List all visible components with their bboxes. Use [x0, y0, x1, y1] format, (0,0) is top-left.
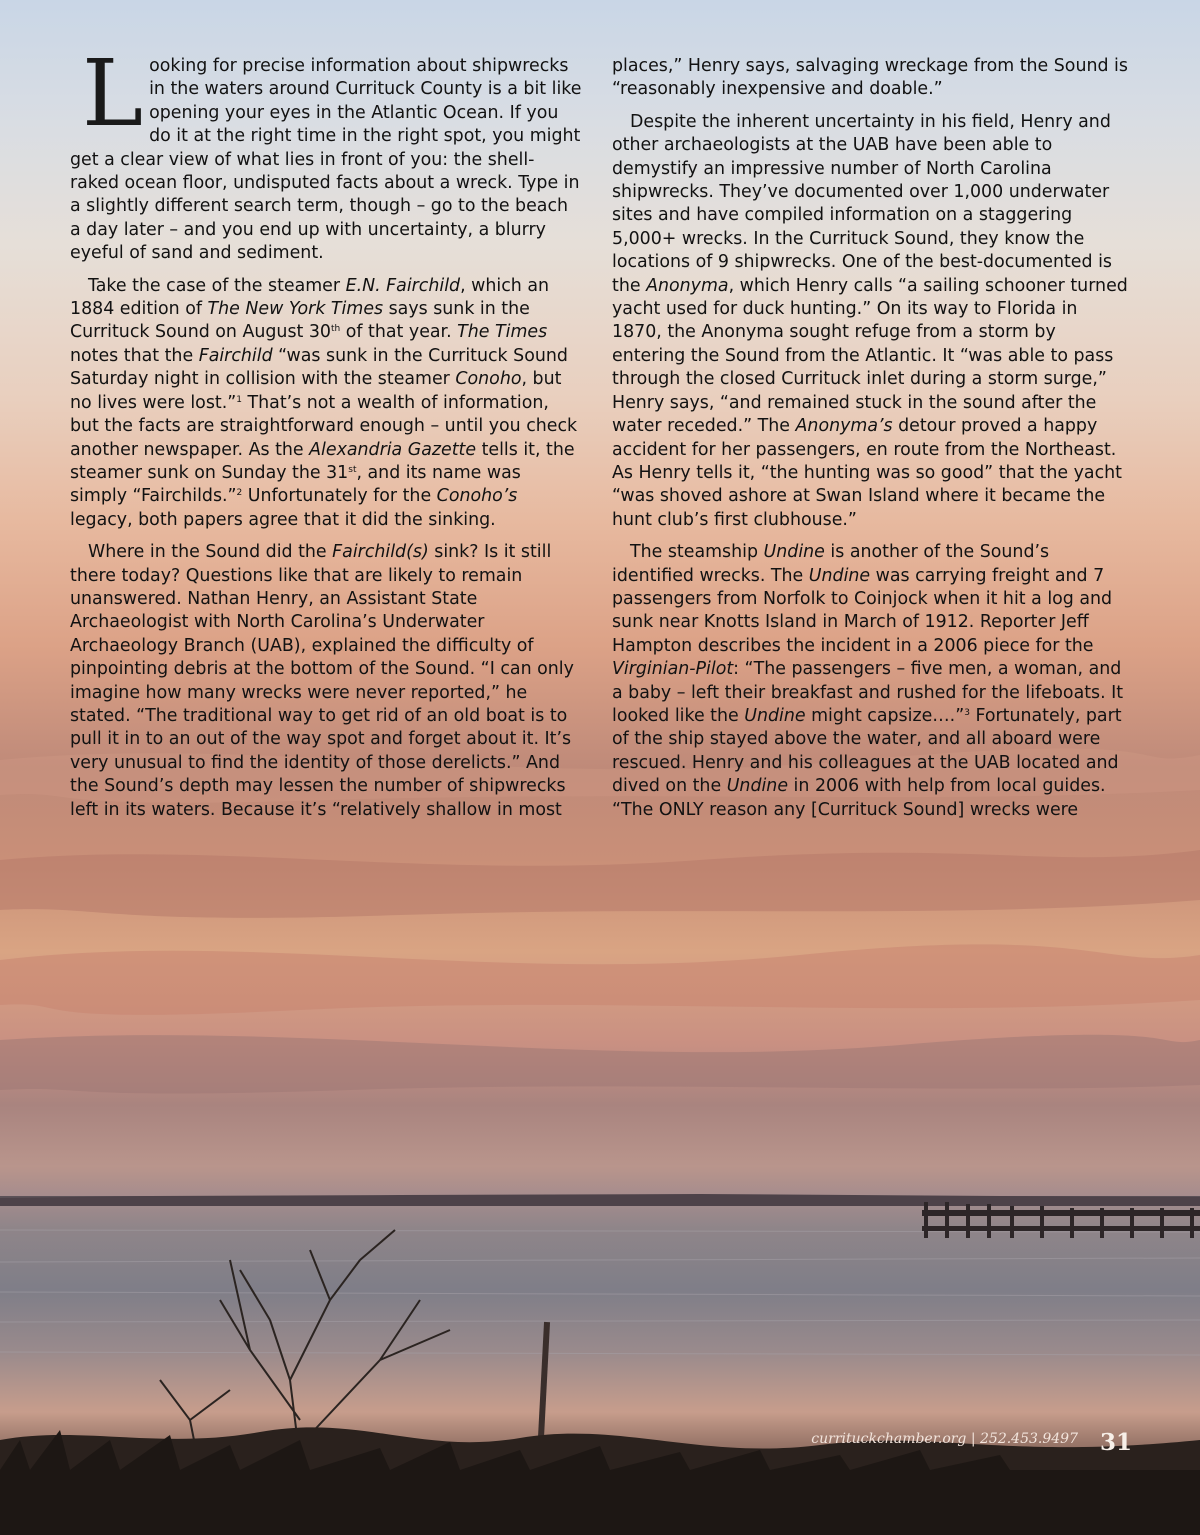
text-run: Fortunately, part of the ship stayed above the water, and all aboard were rescued. Henry and his colleagues at the UAB located and dived on the — [612, 705, 1122, 797]
post-in-water — [538, 1322, 550, 1442]
paragraph-4: places,” Henry says, salvaging wreckage from the Sound is “reasonably inexpensive and doable.” — [612, 56, 1128, 100]
text-run: of that year. — [340, 322, 458, 343]
text-run: Despite the inherent uncertainty in his field, Henry and other archaeologists at the UAB have been able to demystify an impressive number of North Carolina shipwrecks. They’ve documented over 1,000 underwater sites and have compiled information on a staggering 5,000+ wrecks. In the Currituck Sound, they know the locations of 9 shipwrecks. One of the best-documented is the — [612, 111, 1112, 296]
text-run: notes that the — [70, 345, 199, 366]
ship-name: Undine — [808, 565, 871, 586]
paragraph-5 — [612, 111, 1132, 532]
footnote-marker: 2 — [236, 488, 243, 499]
paragraph-1-text: ooking for precise information about shipwrecks in the waters around Currituck County is a bit like opening your eyes in the Atlantic Ocean. If you do it at the right time in the right spot, you might get a clear view of what lies in front of you: the shell-raked ocean floor, undisputed facts about a wreck. Type in a slightly different search term, though – go to the beach a day later – and you end up with uncertainty, a blurry eyeful of sand and sediment. — [70, 56, 582, 264]
text-run: , but no lives were lost.” — [70, 369, 562, 413]
ship-name: Conoho’s — [436, 486, 518, 507]
publication-name: The New York Times — [207, 299, 384, 320]
text-run: tells it, the steamer sunk on Sunday the 31 — [70, 439, 575, 483]
text-run: sink? Is it still there today? Questions like that are likely to remain unanswered. Nathan Henry, an Assistant State Archaeologist with North Carolina’s Underwater Archaeology Branch (UAB), explained the difficulty of pinpointing debris at the bottom of the Sound. “I can only imagine how many wrecks were never reported,” he stated. “The traditional way to get rid of an old boat is to pull it in to an out of the way spot and forget about it. It’s very unusual to find the identity of those derelicts.” And the Sound’s depth may lessen the number of shipwrecks left in its waters. Because it’s “relatively shallow in most — [70, 542, 574, 820]
pier — [922, 1202, 1200, 1238]
text-run: Unfortunately for the — [242, 486, 437, 507]
text-run: , which Henry calls “a sailing schooner turned yacht used for duck hunting.” On its way to Florida in 1870, the Anonyma sought refuge from a storm by entering the Sound from the Atlantic. It “was able to pass through the closed Currituck inlet during a storm surge,” Henry says, “and remained stuck in the sound after the water receded.” The — [612, 275, 1128, 437]
text-run: , and its name was simply “Fairchilds.” — [70, 462, 521, 507]
footnote-marker: 3 — [964, 707, 970, 718]
paragraph-3 — [70, 541, 582, 822]
text-run: “was sunk in the Currituck Sound Saturday night in collision with the steamer — [70, 345, 568, 390]
text-run: Where in the Sound did the — [88, 542, 333, 563]
left-text-column — [70, 40, 582, 831]
page-number: 31 — [1099, 1429, 1132, 1456]
text-run: was carrying freight and 7 passengers from Norfolk to Coinjock when it hit a log and sunk near Knotts Island in March of 1912. Reporter Jeff Hampton describes the incident in a 2006 piece for the — [612, 565, 1113, 656]
publication-name: Virginian-Pilot — [612, 659, 734, 680]
ordinal-suffix: st — [348, 464, 357, 475]
publication-name: Alexandria Gazette — [309, 439, 477, 460]
paragraph-1 — [70, 40, 582, 266]
footer-website-phone: currituckchamber.org | 252.453.9497 — [811, 1431, 1078, 1447]
ship-name: Undine — [726, 776, 789, 797]
text-run: : “The passengers – five men, a woman, and a baby – left their breakfast and rushed for the lifeboats. It looked like the — [612, 659, 1124, 726]
ship-name: Fairchild(s) — [332, 542, 429, 563]
text-run: detour proved a happy accident for her passengers, en route from the Northeast. As Henry tells it, “the hunting was so good” that the yacht “was shoved ashore at Swan Island where it became the hunt club’s first clubhouse.” — [612, 416, 1122, 530]
text-run: in 2006 with help from local guides. “The ONLY reason any [Currituck Sound] wrecks were — [612, 776, 1106, 820]
ship-name: Undine — [763, 542, 825, 563]
right-text-column — [612, 55, 1132, 831]
text-run: legacy, both papers agree that it did the sinking. — [70, 509, 496, 530]
drop-cap: L — [82, 40, 144, 147]
text-run: That’s not a wealth of information, but the facts are straightforward enough – until you check another newspaper. As the — [70, 392, 578, 460]
text-run: , which an 1884 edition of — [70, 275, 550, 320]
ship-name: E.N. Fairchild — [345, 275, 461, 296]
ship-name: Fairchild — [198, 345, 273, 366]
text-run: might capsize….” — [805, 705, 965, 726]
ship-name: Anonyma — [646, 275, 729, 296]
publication-name: The Times — [457, 322, 548, 343]
paragraph-2 — [70, 275, 582, 532]
water-ripples — [0, 1230, 1200, 1355]
ship-name: Anonyma’s — [795, 416, 893, 437]
text-run: says sunk in the Currituck Sound on August 30 — [70, 299, 530, 343]
horizon-treeline — [0, 1194, 1200, 1206]
paragraph-6 — [612, 541, 1132, 822]
ship-name: Undine — [744, 705, 806, 726]
footnote-marker: 1 — [236, 394, 242, 405]
text-run: is another of the Sound’s identified wrecks. The — [612, 542, 1050, 586]
ship-name: Conoho — [455, 369, 522, 390]
text-run: Take the case of the steamer — [88, 275, 346, 296]
text-run: The steamship — [630, 542, 764, 563]
ordinal-suffix: th — [331, 324, 341, 335]
